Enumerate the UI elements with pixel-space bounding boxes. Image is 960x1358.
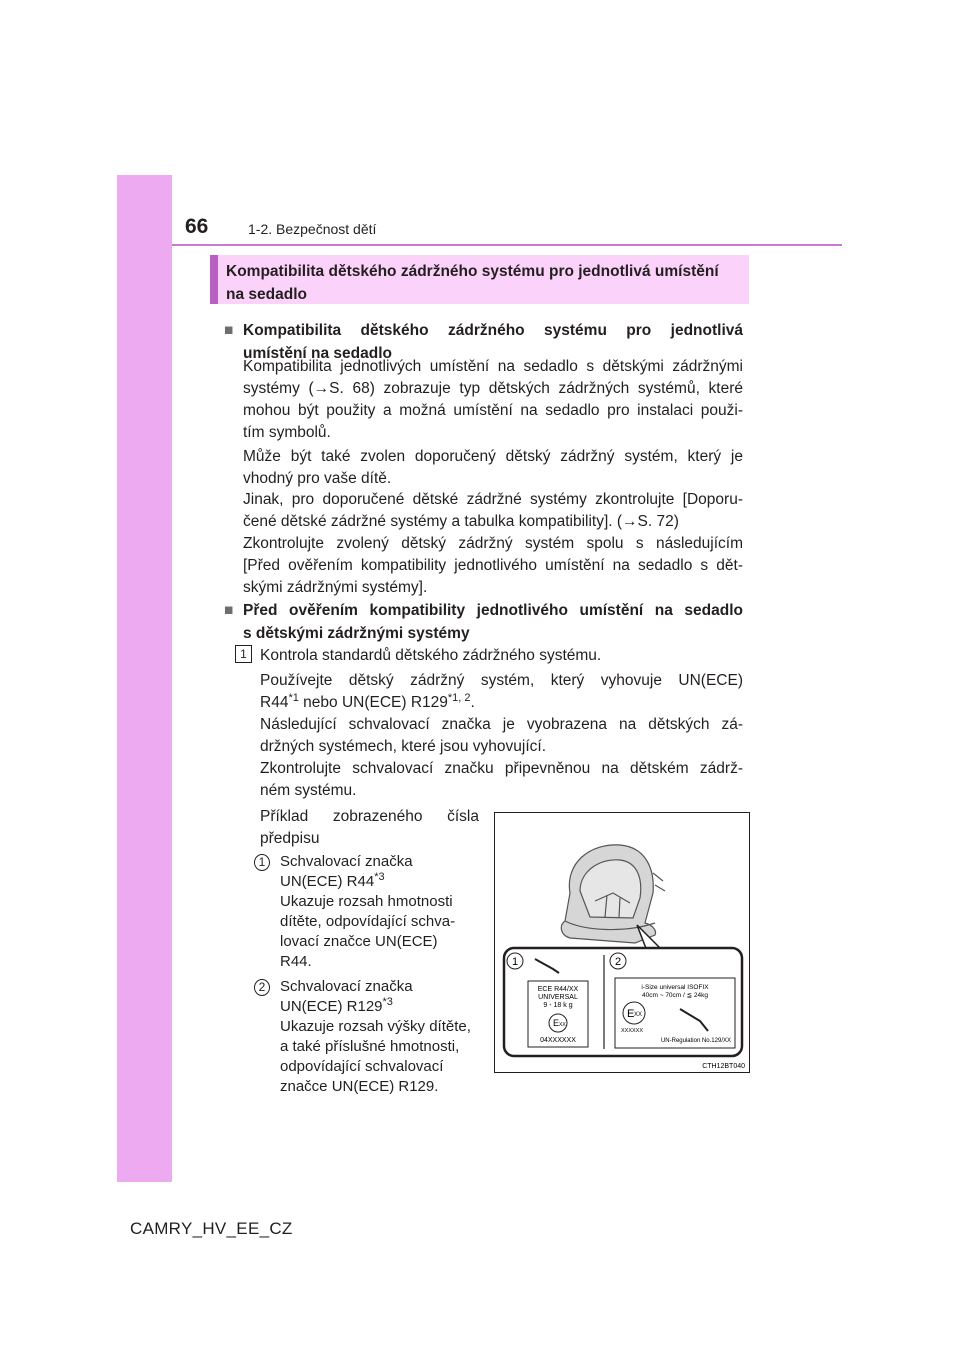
e-mark-letter: E	[627, 1008, 635, 1020]
callout-item-1: Schvalovací značka UN(ECE) R44$^{*3}$ Ukazuje rozsah hmotnosti dítěte, odpovídající schva- lovací značce UN(ECE) R44.	[280, 853, 456, 970]
child-seat-illustration	[561, 845, 665, 943]
square-bullet-icon: ■	[224, 322, 234, 339]
section-heading-1: ■ Kompatibilita dětského zádržného systému pro jednotlivá umístění na sedadlo	[243, 319, 743, 365]
section-heading-2: ■ Před ověřením kompatibility jednotlivého umístění na sedadlo s dětskými zádržnými systémy	[243, 599, 743, 645]
paragraph: Kompatibilita jednotlivých umístění na sedadlo s dětskými zádržnými systémy (→S. 68) zobrazuje typ dětských zádržných systémů, které mohou být použity a možná umístění na sedadlo pro instalaci použi- tím symbolů.	[243, 358, 743, 441]
footer-model-code: CAMRY_HV_EE_CZ	[130, 1219, 293, 1238]
figure-code: CTH12BT040	[702, 1063, 745, 1070]
step-number-box: 1	[235, 645, 252, 663]
paragraph: Může být také zvolen doporučený dětský zádržný systém, který je vhodný pro vaše dítě.	[243, 448, 743, 487]
approval-label-figure	[494, 812, 750, 1073]
step-paragraph: Následující schvalovací značka je vyobrazena na dětských zá- držných systémech, které jsou vyhovující.	[260, 716, 743, 755]
step-paragraph: Zkontrolujte schvalovací značku připevněnou na dětském zádrž- ném systému.	[260, 760, 743, 799]
callout-item-2: Schvalovací značka UN(ECE) R129$^{*3}$ Ukazuje rozsah výšky dítěte, a také příslušné hmotnosti, odpovídající schvalovací značce UN(ECE) R129.	[280, 978, 471, 1095]
r129-text: 40cm ~ 70cm / ≦ 24kg	[642, 992, 708, 999]
e-mark-letter: E	[553, 1018, 560, 1028]
callout-number: 2	[254, 979, 270, 996]
figure-svg	[495, 813, 749, 1072]
e-mark-number: XX	[559, 1022, 566, 1028]
label-callout-number: 2	[614, 956, 622, 968]
r44-text: ECE R44/XX	[537, 986, 579, 993]
side-tab-band	[117, 175, 172, 1182]
r129-text: i-Size universal ISOFIX	[641, 984, 709, 991]
example-caption: Příklad zobrazeného čísla předpisu	[260, 808, 479, 847]
r129-regulation: UN-Regulation No.129/XX	[660, 1038, 731, 1044]
e-mark-number: XX	[634, 1012, 643, 1018]
r44-text: UNIVERSAL	[538, 994, 578, 1001]
topic-box	[210, 255, 749, 304]
topic-title: Kompatibilita dětského zádržného systému pro jednotlivá umístění na sedadlo	[226, 263, 719, 303]
r44-code: 04XXXXXX	[540, 1037, 576, 1044]
paragraph: Zkontrolujte zvolený dětský zádržný systém spolu s následujícím [Před ověřením kompatibility jednotlivého umístění na sedadlo s dět- skými zádržnými systémy].	[243, 535, 743, 596]
r44-text: 9 - 18 k g	[543, 1002, 573, 1009]
section-title: 1-2. Bezpečnost dětí	[248, 221, 377, 237]
label-callout-number: 1	[511, 956, 519, 968]
step-paragraph: Používejte dětský zádržný systém, který vyhovuje UN(ECE) R44$^{*1}$ nebo UN(ECE) R129$^{*1, 2}$.	[260, 672, 743, 711]
r129-code: XXXXXX	[621, 1028, 644, 1034]
topic-box-accent	[210, 255, 218, 304]
paragraph: Jinak, pro doporučené dětské zádržné systémy zkontrolujte [Doporu- čené dětské zádržné systémy a tabulka kompatibility]. (→S. 72)	[243, 491, 743, 530]
header-rule	[172, 244, 842, 246]
page-number: 66	[185, 215, 209, 238]
square-bullet-icon: ■	[224, 602, 234, 619]
callout-number: 1	[254, 854, 270, 871]
step-title: Kontrola standardů dětského zádržného systému.	[260, 647, 602, 664]
